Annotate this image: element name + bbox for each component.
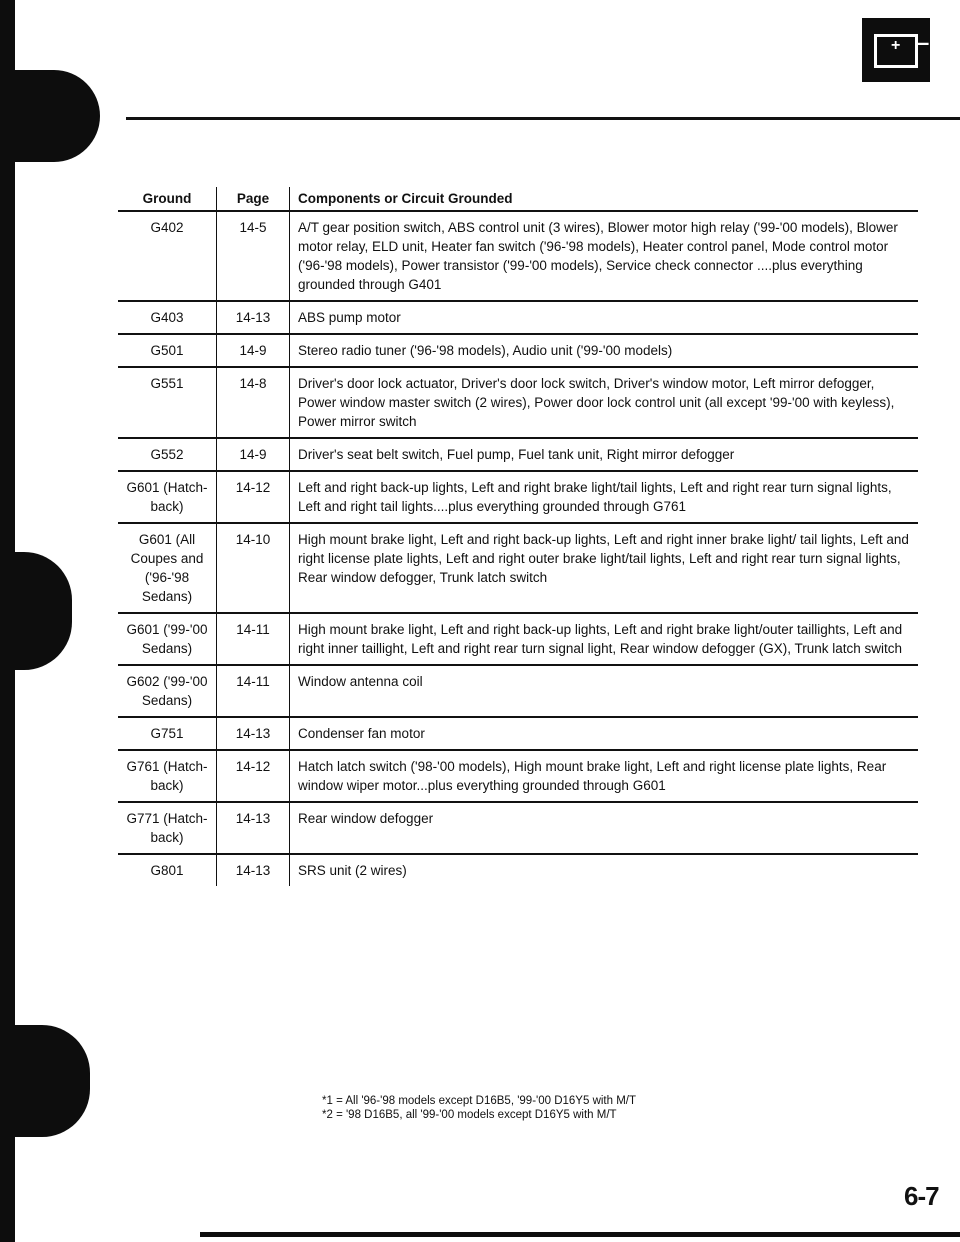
components-cell: High mount brake light, Left and right back-up lights, Left and right inner brake light/ tail lights, Left and right license plate lights, Left and right outer brake light/tail lights, Left and right rear turn signal lights, Rear window defogger, Trunk latch switch: [290, 523, 919, 613]
page-cell: 14-9: [217, 438, 290, 471]
ground-cell: G601 (All Coupes and ('96-'98 Sedans): [118, 523, 217, 613]
table-row: [118, 802, 918, 854]
ground-cell: G402: [118, 211, 217, 301]
binder-tab: [0, 1025, 90, 1137]
ground-cell: G801: [150, 863, 184, 878]
components-cell: High mount brake light, Left and right back-up lights, Left and right brake light/outer taillights, Left and right inner taillight, Left and right rear turn signal light, Rear window defogger (GX), Trunk latch switch: [290, 613, 919, 665]
ground-cell: G501: [118, 334, 217, 367]
footer-rule: [200, 1232, 960, 1237]
table-row: [118, 367, 918, 438]
page-cell: 14-11: [217, 613, 290, 665]
page-cell: 14-12: [217, 471, 290, 523]
table-row: [118, 301, 918, 334]
table-row: [118, 334, 918, 367]
table-row: [118, 471, 918, 523]
battery-icon-body: [874, 30, 930, 68]
components-cell: Stereo radio tuner ('96-'98 models), Audio unit ('99-'00 models): [290, 334, 919, 367]
page-cell: 14-13: [217, 717, 290, 750]
ground-cell: G551: [118, 367, 217, 438]
battery-plus-sign: +: [891, 37, 901, 54]
components-cell: Rear window defogger: [290, 802, 919, 854]
table-row: [118, 665, 918, 717]
ground-cell: G602 ('99-'00 Sedans): [118, 665, 217, 717]
table-row: [118, 717, 918, 750]
footnote-1: *1 = All '96-'98 models except D16B5, '99-'00 D16Y5 with M/T: [322, 1095, 637, 1107]
ground-cell: G761 (Hatch-back): [118, 750, 217, 802]
footnote-2: *2 = '98 D16B5, all '99-'00 models except D16Y5 with M/T: [322, 1109, 617, 1121]
ground-cell: G601 ('99-'00 Sedans): [118, 613, 217, 665]
page-number: 6-7: [904, 1181, 939, 1211]
ground-table: [118, 187, 918, 886]
header-rule: [126, 117, 960, 120]
binder-tab: [0, 70, 100, 162]
table-row: [118, 613, 918, 665]
page-cell: 14-11: [217, 665, 290, 717]
table-row: [118, 438, 918, 471]
components-cell: Left and right back-up lights, Left and right brake light/tail lights, Left and right rear turn signal lights, Left and right tail lights....plus everything grounded through G761: [290, 471, 919, 523]
page-cell: 14-13: [217, 802, 290, 854]
battery-minus-sign: –: [917, 30, 930, 55]
components-cell: Driver's seat belt switch, Fuel pump, Fuel tank unit, Right mirror defogger: [290, 438, 919, 471]
components-cell: SRS unit (2 wires): [290, 854, 919, 886]
page-cell: 14-10: [217, 523, 290, 613]
components-cell: ABS pump motor: [290, 301, 919, 334]
table-row: [118, 854, 918, 886]
page-cell: 14-13: [217, 301, 290, 334]
components-cell: Driver's door lock actuator, Driver's door lock switch, Driver's window motor, Left mirror defogger, Power window master switch (2 wires), Power door lock control unit (all except '99-'00 with keyless), Power mirror switch: [290, 367, 919, 438]
table-row: [118, 523, 918, 613]
page-cell: 14-5: [217, 211, 290, 301]
table-row: [118, 750, 918, 802]
binder-tab: [0, 552, 72, 670]
ground-cell: G403: [118, 301, 217, 334]
table-row: [118, 211, 918, 301]
ground-cell: G771 (Hatch-back): [118, 802, 217, 854]
ground-cell: G552: [118, 438, 217, 471]
table-header-row: [118, 187, 918, 211]
battery-icon: [862, 18, 930, 82]
components-cell: A/T gear position switch, ABS control unit (3 wires), Blower motor high relay ('99-'00 models), Blower motor relay, ELD unit, Heater fan switch ('96-'98 models), Heater control panel, Mode control motor ('96-'98 models), Power transistor ('99-'00 models), Service check connector ....plus everything grounded through G401: [290, 211, 919, 301]
ground-cell: G601 (Hatch-back): [118, 471, 217, 523]
column-header-ground: Ground: [118, 187, 217, 211]
components-cell: Condenser fan motor: [290, 717, 919, 750]
footnotes: [322, 1094, 636, 1122]
column-header-components: Components or Circuit Grounded: [290, 187, 919, 211]
components-cell: Window antenna coil: [290, 665, 919, 717]
page-cell: 14-9: [217, 334, 290, 367]
ground-cell: G751: [118, 717, 217, 750]
column-header-page: Page: [217, 187, 290, 211]
page-cell: 14-8: [217, 367, 290, 438]
components-cell: Hatch latch switch ('98-'00 models), High mount brake light, Left and right license plate lights, Rear window wiper motor...plus everything grounded through G601: [290, 750, 919, 802]
page-cell: 14-13: [217, 854, 290, 886]
page-cell: 14-12: [217, 750, 290, 802]
